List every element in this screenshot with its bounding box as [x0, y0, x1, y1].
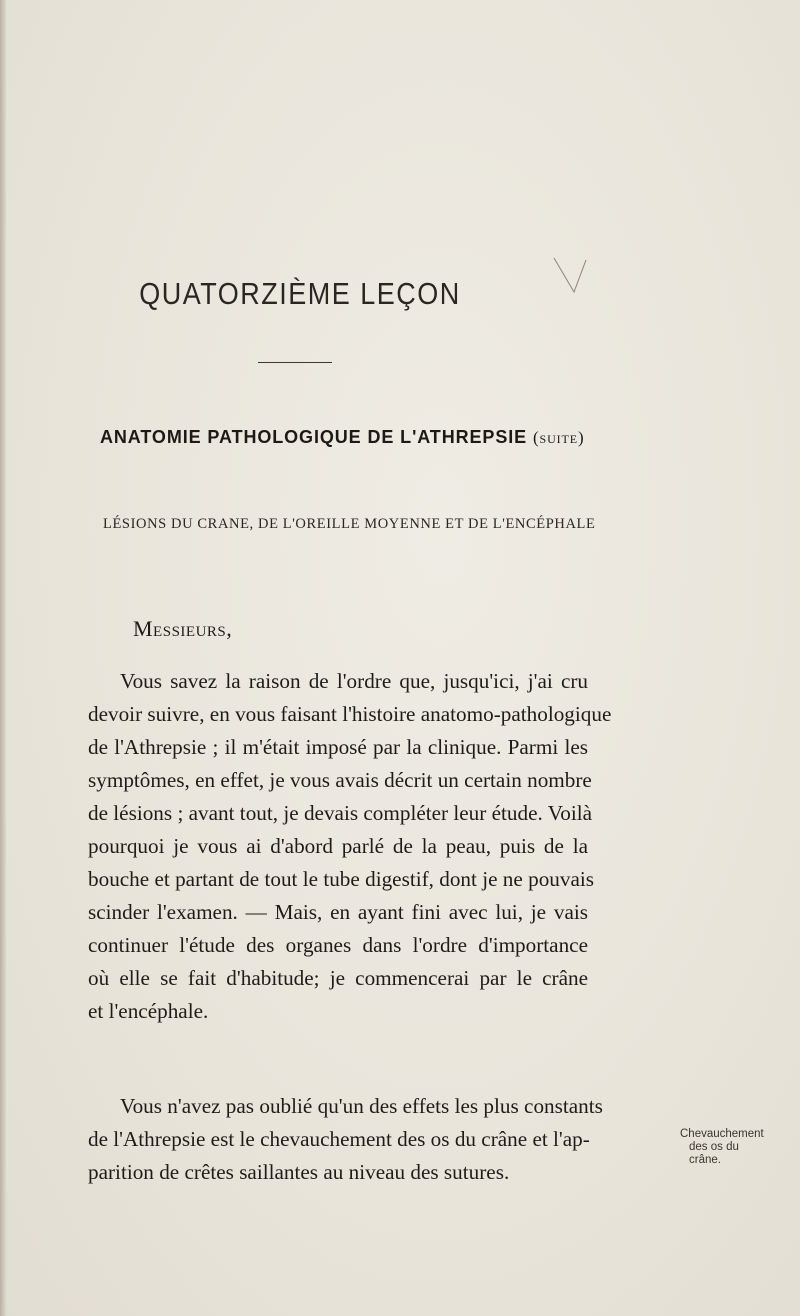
text-line: symptômes, en effet, je vous avais décrit un certain nombre [88, 768, 592, 792]
chapter-title-suffix: (suite) [532, 428, 585, 447]
margin-note [680, 1128, 796, 1167]
text-line: bouche et partant de tout le tube digestif, dont je ne pouvais [88, 867, 595, 891]
text-line: Vous savez la raison de l'ordre que, jusqu'ici, j'ai cru [120, 669, 588, 693]
text-line: continuer l'étude des organes dans l'ordre d'importance [88, 933, 588, 957]
text-line: de lésions ; avant tout, je devais compléter leur étude. Voilà [88, 801, 593, 825]
margin-note-line: crâne. [689, 1154, 721, 1166]
margin-note-line: Chevauchement [680, 1128, 764, 1140]
title-divider [258, 362, 332, 363]
text-line: et l'encéphale. [88, 999, 209, 1023]
paragraph-1 [88, 665, 612, 1028]
chapter-title [100, 427, 585, 448]
margin-note-line: des os du [689, 1141, 739, 1153]
paragraph-2 [88, 1090, 603, 1189]
text-line: scinder l'examen. — Mais, en ayant fini avec lui, je vais [88, 900, 588, 924]
text-line: de l'Athrepsie est le chevauchement des os du crâne et l'ap- [88, 1127, 590, 1151]
text-line: parition de crêtes saillantes au niveau des sutures. [88, 1160, 510, 1184]
text-line: pourquoi je vous ai d'abord parlé de la peau, puis de la [88, 834, 588, 858]
salutation: Messieurs, [133, 616, 233, 641]
text-line: où elle se fait d'habitude; je commencerai par le crâne [88, 966, 588, 990]
chapter-subtitle: LÉSIONS DU CRANE, DE L'OREILLE MOYENNE ET DE L'ENCÉPHALE [103, 516, 596, 532]
text-line: devoir suivre, en vous faisant l'histoire anatomo-pathologique [88, 702, 612, 726]
text-line: Vous n'avez pas oublié qu'un des effets les plus constants [120, 1094, 603, 1118]
lesson-title: QUATORZIÈME LEÇON [139, 277, 461, 311]
page-gutter-edge [0, 0, 6, 1316]
chapter-title-text: ANATOMIE PATHOLOGIQUE DE L'ATHREPSIE [100, 427, 528, 447]
text-line: de l'Athrepsie ; il m'était imposé par la clinique. Parmi les [88, 735, 588, 759]
